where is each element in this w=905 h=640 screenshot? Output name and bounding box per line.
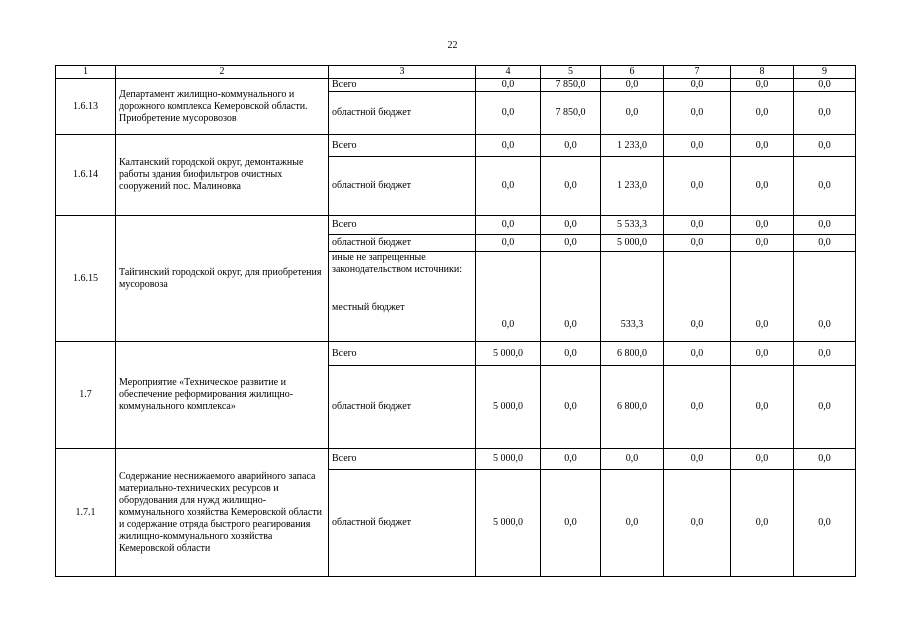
row-description: Содержание неснижаемого аварийного запаса материально-технических ресурсов и оборудования для нужд жилищно-коммунального хозяйства Кемеровской области и содержание отряда быстрого реагирования жилищно-коммунального хозяйства Кемеровской области xyxy=(116,449,329,577)
value-cell: 0,0 xyxy=(541,157,601,216)
value-cell: 0,0 xyxy=(664,135,731,157)
value-cell: 0,0 xyxy=(731,235,794,252)
value-cell: 7 850,0 xyxy=(541,79,601,92)
funding-source: Всего xyxy=(329,216,476,235)
row-code: 1.7 xyxy=(56,342,116,449)
value-cell: 0,0 xyxy=(794,92,856,135)
funding-source: Всего xyxy=(329,449,476,470)
value-cell: 0,0 xyxy=(541,342,601,366)
value-cell: 0,0 xyxy=(664,79,731,92)
table-row xyxy=(56,216,856,235)
value-cell: 0,0 xyxy=(794,449,856,470)
row-code: 1.6.15 xyxy=(56,216,116,342)
row-code: 1.6.13 xyxy=(56,79,116,135)
value-cell: 0,0 xyxy=(664,216,731,235)
value-cell: 7 850,0 xyxy=(541,92,601,135)
col-header: 9 xyxy=(794,66,856,79)
value-cell: 0,0 xyxy=(541,470,601,577)
value-cell: 0,0 xyxy=(541,235,601,252)
value-cell: 0,0 xyxy=(664,449,731,470)
row-description: Тайгинский городской округ, для приобретения мусоровоза xyxy=(116,216,329,342)
value-cell: 0,0 xyxy=(731,79,794,92)
funding-source: Всего xyxy=(329,79,476,92)
col-header: 8 xyxy=(731,66,794,79)
value-cell: 0,0 xyxy=(731,157,794,216)
value-cell: 0,0 xyxy=(731,135,794,157)
value-cell: 0,0 xyxy=(476,79,541,92)
col-header: 6 xyxy=(601,66,664,79)
funding-source: областной бюджет xyxy=(329,366,476,449)
funding-source: Всего xyxy=(329,135,476,157)
row-code: 1.7.1 xyxy=(56,449,116,577)
value-cell: 5 000,0 xyxy=(601,235,664,252)
value-cell: 0,0 xyxy=(476,157,541,216)
value-cell: 0,0 xyxy=(541,216,601,235)
value-cell: 0,0 xyxy=(794,342,856,366)
value-cell: 5 000,0 xyxy=(476,449,541,470)
table-row xyxy=(56,135,856,157)
col-header: 4 xyxy=(476,66,541,79)
row-description: Мероприятие «Техническое развитие и обеспечение реформирования жилищно-коммунального комплекса» xyxy=(116,342,329,449)
value-cell: 0,0 xyxy=(794,252,856,342)
funding-source-label: местный бюджет xyxy=(332,302,405,313)
table-row xyxy=(56,342,856,366)
value-cell: 0,0 xyxy=(601,79,664,92)
value-cell: 6 800,0 xyxy=(601,342,664,366)
row-description: Департамент жилищно-коммунального и дорожного комплекса Кемеровской области. Приобретение мусоровозов xyxy=(116,79,329,135)
value-cell: 0,0 xyxy=(731,92,794,135)
value-cell: 0,0 xyxy=(476,92,541,135)
value-cell: 0,0 xyxy=(601,470,664,577)
value-cell: 0,0 xyxy=(731,449,794,470)
value-cell: 5 533,3 xyxy=(601,216,664,235)
value-cell: 0,0 xyxy=(794,216,856,235)
value-cell: 0,0 xyxy=(541,449,601,470)
value-cell: 0,0 xyxy=(476,135,541,157)
value-cell: 0,0 xyxy=(664,470,731,577)
value-cell: 0,0 xyxy=(794,79,856,92)
row-code: 1.6.14 xyxy=(56,135,116,216)
value-cell: 0,0 xyxy=(664,366,731,449)
table-row xyxy=(56,79,856,92)
funding-source: областной бюджет xyxy=(329,92,476,135)
value-cell: 0,0 xyxy=(664,92,731,135)
value-cell: 0,0 xyxy=(664,252,731,342)
value-cell: 0,0 xyxy=(794,470,856,577)
value-cell: 0,0 xyxy=(664,342,731,366)
funding-source-note: иные не запрещенные законодательством источники: xyxy=(332,252,463,275)
budget-table xyxy=(55,65,856,577)
value-cell: 6 800,0 xyxy=(601,366,664,449)
value-cell: 0,0 xyxy=(664,235,731,252)
funding-source: областной бюджет xyxy=(329,235,476,252)
col-header: 2 xyxy=(116,66,329,79)
value-cell: 1 233,0 xyxy=(601,135,664,157)
value-cell: 0,0 xyxy=(476,235,541,252)
table-row xyxy=(56,449,856,470)
value-cell: 5 000,0 xyxy=(476,366,541,449)
col-header: 7 xyxy=(664,66,731,79)
value-cell: 0,0 xyxy=(601,92,664,135)
funding-source: Всего xyxy=(329,342,476,366)
value-cell: 0,0 xyxy=(541,135,601,157)
value-cell: 5 000,0 xyxy=(476,470,541,577)
value-cell: 0,0 xyxy=(731,470,794,577)
value-cell: 0,0 xyxy=(731,342,794,366)
value-cell: 0,0 xyxy=(794,157,856,216)
value-cell: 0,0 xyxy=(541,252,601,342)
value-cell: 0,0 xyxy=(731,366,794,449)
funding-source xyxy=(329,252,476,342)
header-row xyxy=(56,66,856,79)
row-description: Калтанский городской округ, демонтажные работы здания биофильтров очистных сооружений пос. Малиновка xyxy=(116,135,329,216)
table-body xyxy=(56,66,856,577)
value-cell: 0,0 xyxy=(794,366,856,449)
value-cell: 0,0 xyxy=(794,135,856,157)
value-cell: 533,3 xyxy=(601,252,664,342)
funding-source: областной бюджет xyxy=(329,157,476,216)
col-header: 5 xyxy=(541,66,601,79)
page-number: 22 xyxy=(447,40,458,51)
value-cell: 0,0 xyxy=(794,235,856,252)
value-cell: 0,0 xyxy=(476,252,541,342)
col-header: 3 xyxy=(329,66,476,79)
funding-source: областной бюджет xyxy=(329,470,476,577)
value-cell: 0,0 xyxy=(541,366,601,449)
value-cell: 0,0 xyxy=(476,216,541,235)
value-cell: 0,0 xyxy=(601,449,664,470)
value-cell: 0,0 xyxy=(664,157,731,216)
value-cell: 0,0 xyxy=(731,216,794,235)
value-cell: 5 000,0 xyxy=(476,342,541,366)
col-header: 1 xyxy=(56,66,116,79)
value-cell: 1 233,0 xyxy=(601,157,664,216)
value-cell: 0,0 xyxy=(731,252,794,342)
